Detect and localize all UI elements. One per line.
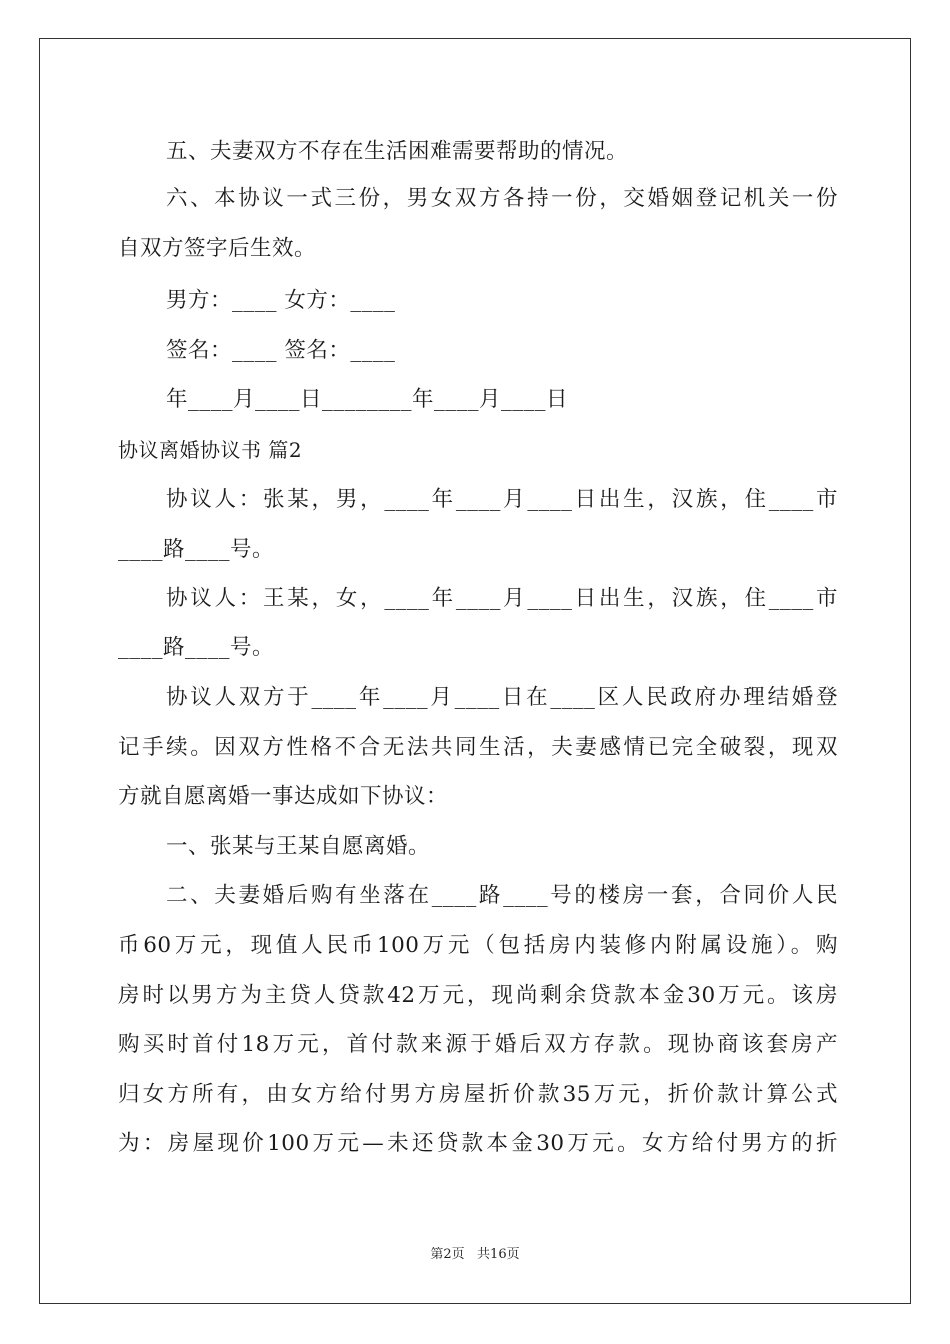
clause-six-continued: 自双方签字后生效。 xyxy=(118,236,317,261)
article-one: 一、张某与王某自愿离婚。 xyxy=(166,834,431,859)
preamble-line-1: 协议人双方于____年____月____日在____区人民政府办理结婚登 xyxy=(166,685,838,710)
article-two-line-6: 为：房屋现价100万元—未还贷款本金30万元。女方给付男方的折 xyxy=(118,1131,838,1156)
signature-dates: 年____月____日________年____月____日 xyxy=(166,387,569,412)
party-one-address: ____路____号。 xyxy=(118,537,275,562)
signature-parties: 男方：____ 女方：____ xyxy=(166,288,396,313)
section-heading: 协议离婚协议书 篇2 xyxy=(118,438,303,462)
preamble-line-3: 方就自愿离婚一事达成如下协议： xyxy=(118,784,449,809)
page-number: 第2页 共16页 xyxy=(430,1247,520,1262)
signature-names: 签名：____ 签名：____ xyxy=(166,338,396,363)
clause-five: 五、夫妻双方不存在生活困难需要帮助的情况。 xyxy=(166,139,629,164)
party-two: 协议人：王某，女，____年____月____日出生，汉族，住____市 xyxy=(166,586,838,611)
article-two-line-1: 二、夫妻婚后购有坐落在____路____号的楼房一套，合同价人民 xyxy=(166,883,838,908)
article-two-line-3: 房时以男方为主贷人贷款42万元，现尚剩余贷款本金30万元。该房 xyxy=(118,983,838,1008)
clause-six: 六、本协议一式三份，男女双方各持一份，交婚姻登记机关一份 xyxy=(166,186,838,211)
article-two-line-2: 币60万元，现值人民币100万元（包括房内装修内附属设施）。购 xyxy=(118,933,838,958)
article-two-line-4: 购买时首付18万元，首付款来源于婚后双方存款。现协商该套房产 xyxy=(118,1032,838,1057)
party-one: 协议人：张某，男，____年____月____日出生，汉族，住____市 xyxy=(166,487,838,512)
page-border xyxy=(39,38,911,1304)
preamble-line-2: 记手续。因双方性格不合无法共同生活，夫妻感情已完全破裂，现双 xyxy=(118,735,838,760)
article-two-line-5: 归女方所有，由女方给付男方房屋折价款35万元，折价款计算公式 xyxy=(118,1082,838,1107)
party-two-address: ____路____号。 xyxy=(118,635,275,660)
